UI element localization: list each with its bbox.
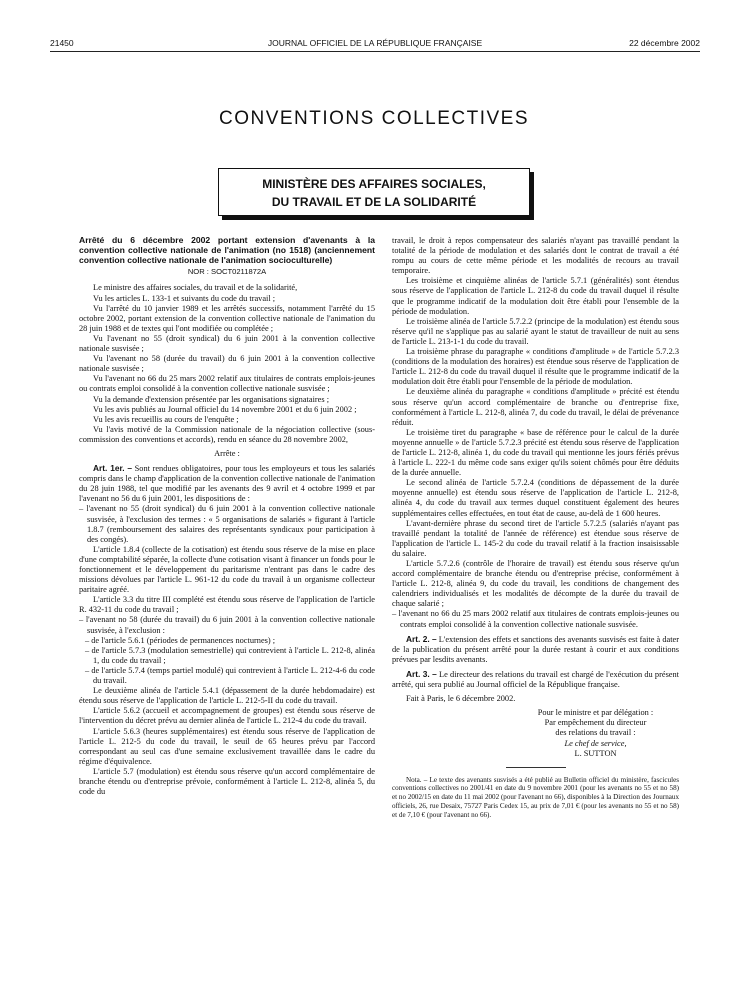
article-paragraph: – l'avenant no 55 (droit syndical) du 6 juin 2001 à la convention collective nationale susvisée, à l'exclusion des termes : « 5 organisations de salariés » figurant à l'article 1.8.7 (remboursement des salaires des représentants syndicaux pour participation à des congés).	[79, 504, 375, 544]
decree-title: Arrêté du 6 décembre 2002 portant extension d'avenants à la convention collective nationale de l'animation (no 1518) (anciennement convention collective nationale de l'animation socioculturelle)	[79, 235, 375, 265]
nor-reference: NOR : SOCT0211872A	[187, 267, 267, 277]
article-paragraph: Le second alinéa de l'article 5.7.2.4 (conditions de dépassement de la durée moyenne annuelle) est étendu sous réserve de l'application de l'article L. 212-8, alinéa 4, du code du travail aux termes duquel constituent également des heures supplémentaires celles effectuées, en tout état de cause, au-delà de 1 600 heures.	[392, 478, 679, 518]
visa-paragraph: Vu la demande d'extension présentée par les organisations signataires ;	[93, 394, 330, 404]
header-rule	[50, 51, 700, 52]
arrete-heading: Arrête :	[214, 448, 240, 458]
article-3	[392, 669, 679, 690]
left-column	[79, 236, 375, 797]
signature-line-3: des relations du travail :	[555, 728, 636, 738]
article-paragraph: L'avant-dernière phrase du second tiret de l'article 5.7.2.5 (salariés n'ayant pas travaillé pendant la totalité de l'année de référence) est étendue sous réserve de l'application de l'article L. 145-2 du code du travail relatif à la fraction insaisissable du salaire.	[392, 518, 679, 558]
section-title: CONVENTIONS COLLECTIVES	[218, 108, 530, 129]
signature-line-4: Le chef de service,	[564, 738, 627, 748]
article-1-text: Sont rendues obligatoires, pour tous les employeurs et tous les salariés compris dans le champ d'application de la convention collective nationale de l'animation du 28 juin 1988, tel que modifié par les avenants des 9 avril et 4 octobre 1999 et par l'avenant no 56 du 6 juin 2001, les dispositions de :	[79, 464, 375, 504]
article-paragraph: travail, le droit à repos compensateur des salariés n'ayant pas travaillé pendant la totalité de la période de modulation et des salariés dont le contrat de travail a été rompu au cours de cette même période et les modalités de recours au travail temporaire.	[392, 236, 679, 276]
article-2-label: Art. 2. –	[406, 633, 437, 644]
right-column	[392, 236, 679, 820]
visa-paragraph: Vu l'avenant no 55 (droit syndical) du 6 juin 2001 à la convention collective nationale susvisée ;	[79, 333, 375, 354]
article-paragraph: L'article 5.6.2 (accueil et accompagnement de groupes) est étendu sous réserve de l'intervention du décret prévu au dernier alinéa de l'article L. 212-4 du code du travail.	[79, 706, 375, 726]
journal-title: JOURNAL OFFICIEL DE LA RÉPUBLIQUE FRANÇAISE	[267, 38, 483, 48]
ministry-box	[218, 168, 530, 216]
article-paragraph: Le deuxième alinéa du paragraphe « conditions d'amplitude » précité est étendu sous réserve qu'un accord complémentaire de branche ou d'entreprise fixe, conformément à l'article L. 212-8, alinéa 7, du code du travail, le délai de prévenance réduit.	[392, 387, 679, 427]
visa-paragraph: Vu l'arrêté du 10 janvier 1989 et les arrêtés successifs, notamment l'arrêté du 15 octobre 2002, portant extension de la convention collective nationale de l'animation du 28 juin 1988 et de textes qui l'ont modifiée ou complétée ;	[79, 303, 375, 333]
article-1-items	[79, 504, 375, 797]
article-paragraph: – l'avenant no 66 du 25 mars 2002 relatif aux titulaires de contrats emplois-jeunes ou contrats emploi consolidé à la convention collective nationale susvisée.	[392, 609, 679, 629]
article-2	[392, 634, 679, 665]
article-1-continued	[392, 236, 679, 630]
page-header	[50, 38, 700, 50]
visa-list	[79, 283, 375, 445]
article-1	[79, 463, 375, 504]
article-paragraph: Le deuxième alinéa de l'article 5.4.1 (dépassement de la durée hebdomadaire) est étendu sous réserve de l'application de l'article L. 212-5-II du code du travail.	[79, 686, 375, 706]
article-3-label: Art. 3. –	[406, 668, 437, 679]
article-paragraph: – de l'article 5.7.3 (modulation semestrielle) qui contrevient à l'article L. 212-8, alinéa 1, du code du travail ;	[85, 645, 375, 665]
article-paragraph: Le troisième tiret du paragraphe « base de référence pour le calcul de la durée moyenne annuelle » de l'article 5.7.2.3 précité est étendu sous réserve de l'application de l'article L. 212-8, alinéa 1, du code du travail qui mentionne les jours fériés prévus à l'article L. 222-1 du même code sans exiger qu'ils soient chômés pour être déduits de la durée annuelle.	[392, 427, 679, 478]
page-number: 21450	[50, 38, 74, 48]
issue-date: 22 décembre 2002	[629, 38, 700, 48]
article-2-text: L'extension des effets et sanctions des avenants susvisés est faite à dater de la publication du présent arrêté pour la durée restant à courir et aux conditions prévues par lesdits avenants.	[392, 634, 680, 664]
article-paragraph: – de l'article 5.6.1 (périodes de permanences nocturnes) ;	[85, 635, 276, 645]
signature-line-2: Par empêchement du directeur	[544, 718, 647, 728]
article-paragraph: L'article 3.3 du titre III complété est étendu sous réserve de l'application de l'article R. 432-11 du code du travail ;	[79, 595, 375, 615]
visa-paragraph: Vu l'avenant no 58 (durée du travail) du 6 juin 2001 à la convention collective nationale susvisée ;	[79, 354, 375, 374]
article-paragraph: L'article 1.8.4 (collecte de la cotisation) est étendu sous réserve de la mise en place d'une comptabilité séparée, la collecte d'une cotisation visant à financer un fonds pour le fonctionnement et le développement du paritarisme n'entrant pas dans le cadre des missions dévolues par l'article L. 961-12 du code du travail à un organisme collecteur paritaire agréé.	[79, 544, 375, 595]
article-paragraph: – l'avenant no 58 (durée du travail) du 6 juin 2001 à la convention collective nationale susvisée, à l'exclusion :	[79, 615, 375, 635]
visa-paragraph: Vu les avis recueillis au cours de l'enquête ;	[93, 414, 239, 424]
visa-paragraph: Vu l'avenant no 66 du 25 mars 2002 relatif aux titulaires de contrats emplois-jeunes ou contrats emploi consolidé à la convention collective nationale susvisée ;	[79, 374, 375, 394]
article-paragraph: L'article 5.7.2.6 (contrôle de l'horaire de travail) est étendu sous réserve qu'un accord complémentaire de branche étendu ou d'entreprise précise, conformément à l'article L. 212-8, alinéa 9, du code du travail, les conditions de changement des calendriers individualisés et les modalités de décompte de la durée du travail de chaque salarié ;	[392, 559, 679, 609]
ministry-line-2: DU TRAVAIL ET DE LA SOLIDARITÉ	[271, 195, 477, 209]
article-paragraph: – de l'article 5.7.4 (temps partiel modulé) qui contrevient à l'article L. 212-4-6 du code du travail.	[85, 665, 375, 686]
article-paragraph: L'article 5.6.3 (heures supplémentaires) est étendu sous réserve de l'application de l'article L. 212-5 du code du travail, le seuil de 65 heures prévu par l'accord correspondant au seul cas d'une semaine exclusivement travaillée dans le cadre du régime d'équivalence.	[79, 726, 375, 766]
article-paragraph: L'article 5.7 (modulation) est étendu sous réserve qu'un accord complémentaire de branche étendu ou d'entreprise prévoie, conformément à l'article L. 212-8, alinéa 5, du code du	[79, 766, 375, 797]
visa-paragraph: Le ministre des affaires sociales, du travail et de la solidarité,	[93, 283, 298, 293]
visa-paragraph: Vu l'avis motivé de la Commission nationale de la négociation collective (sous-commission des conventions et accords), rendu en séance du 28 novembre 2002,	[79, 424, 375, 444]
nota: Nota. – Le texte des avenants susvisés a été publié au Bulletin officiel du ministère, fascicules conventions collectives no 2001/41 en date du 9 novembre 2001 (pour les avenants no 55 et no 58) et no 2002/15 en date du 11 mai 2002 (pour l'avenant no 66), disponibles à la Direction des Journaux officiels, 26, rue Desaix, 75727 Paris Cedex 15, au prix de 7,01 € (pour les avenants no 55 et no 58) et de 7,10 € (pour l'avenant no 66).	[392, 775, 679, 819]
ministry-line-1: MINISTÈRE DES AFFAIRES SOCIALES,	[262, 177, 486, 191]
article-paragraph: Le troisième alinéa de l'article 5.7.2.2 (principe de la modulation) est étendu sous réserve qu'il ne s'applique pas au salarié ayant le statut de travailleur de nuit au sens de l'article L. 213-1-1 du code du travail.	[392, 316, 679, 346]
done-at: Fait à Paris, le 6 décembre 2002.	[406, 694, 516, 704]
article-1-label: Art. 1er. –	[93, 463, 133, 474]
article-paragraph: Les troisième et cinquième alinéas de l'article 5.7.1 (généralités) sont étendus sous réserve de l'application de l'article L. 212-8 du code du travail duquel il résulte que le programme indicatif de la modulation doit être établi pour l'ensemble de la période de modulation.	[392, 276, 679, 316]
visa-paragraph: Vu les articles L. 133-1 et suivants du code du travail ;	[93, 293, 276, 303]
signatory-name: L. SUTTON	[574, 748, 617, 758]
article-paragraph: La troisième phrase du paragraphe « conditions d'amplitude » de l'article 5.7.2.3 (conditions de la modulation des horaires) est étendue sous réserve de l'application de l'article L. 212-8 du code du travail duquel il résulte que le programme indicatif de la modulation doit être établi pour l'ensemble de la période de modulation.	[392, 347, 679, 387]
visa-paragraph: Vu les avis publiés au Journal officiel du 14 novembre 2001 et du 6 juin 2002 ;	[93, 404, 357, 414]
note-divider	[506, 767, 566, 768]
article-3-text: Le directeur des relations du travail est chargé de l'exécution du présent arrêté, qui sera publié au Journal officiel de la République française.	[392, 669, 680, 690]
signature-line-1: Pour le ministre et par délégation :	[537, 708, 654, 718]
